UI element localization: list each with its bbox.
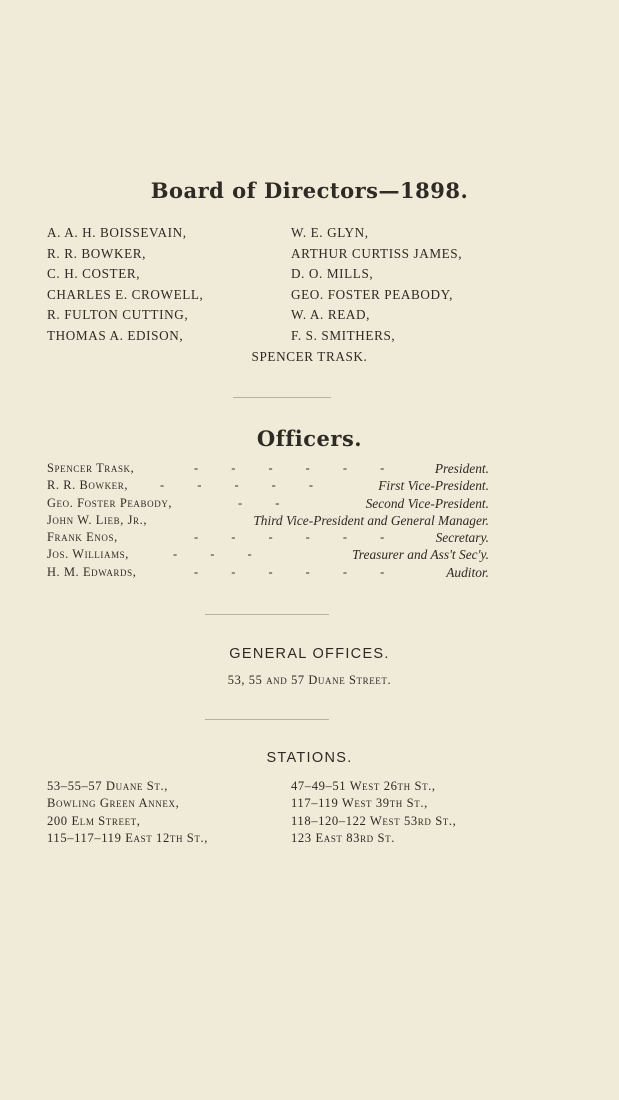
leader-dashes: - - - - - [160,478,314,493]
director-name: D. O. MILLS, [291,266,374,281]
director-name: R. R. BOWKER, [47,245,147,261]
stations-heading: STATIONS. [266,750,353,766]
director-name-last: SPENCER TRASK. [251,349,368,364]
officer-name: Geo. Foster Peabody, [47,495,173,510]
station-address: 115–117–119 East 12th St., [47,831,208,846]
leader-dashes: - - - - - - [194,461,385,475]
station-address: 118–120–122 West 53rd St., [291,813,457,828]
officer-title: President. [434,461,489,476]
divider [205,719,329,720]
general-offices-address: 53, 55 and 57 Duane Street. [227,673,392,687]
officer-name: Jos. Williams, [47,547,129,562]
station-address: 117–119 West 39th St., [291,796,428,811]
officer-title: First Vice-President. [378,478,489,494]
officer-title: Second Vice-President. [365,495,489,511]
station-address: 53–55–57 Duane St., [47,779,168,793]
officer-name: Spencer Trask, [47,461,135,475]
officer-row [47,565,489,582]
officer-name: R. R. Bowker, [47,478,129,493]
divider [205,614,329,615]
stations-list [47,778,507,848]
director-name: F. S. SMITHERS, [291,327,396,343]
officer-title: Auditor. [446,564,489,580]
officer-row [47,530,489,547]
officer-row [47,478,489,495]
leader-dashes: - - - - - - [194,564,385,579]
board-heading: Board of Directors—1898. [150,178,469,203]
director-name: GEO. FOSTER PEABODY, [291,286,453,302]
leader-dashes: - - [238,495,280,510]
station-address: 200 Elm Street, [47,813,141,828]
officer-row [47,461,489,478]
station-address: 123 East 83rd St. [291,831,395,846]
officer-name: Frank Enos, [47,530,118,545]
director-name: THOMAS A. EDISON, [47,327,184,343]
general-offices-heading: GENERAL OFFICES. [229,646,390,662]
officer-name: H. M. Edwards, [47,564,137,579]
station-address: Bowling Green Annex, [47,796,180,811]
leader-dashes: - - - - - - [194,530,385,545]
officer-row [47,513,489,530]
officer-name: John W. Lieb, Jr., [47,512,148,527]
director-name: W. E. GLYN, [291,225,369,240]
officer-row [47,496,489,513]
director-name: ARTHUR CURTISS JAMES, [291,245,463,261]
officers-list [47,461,489,582]
director-name: W. A. READ, [291,307,371,322]
officer-title: Third Vice-President and General Manager. [253,512,489,528]
officer-row [47,547,489,564]
directors-list [47,224,507,344]
officers-heading: Officers. [256,426,363,451]
director-name: CHARLES E. CROWELL, [47,286,204,302]
director-name: A. A. H. BOISSEVAIN, [47,225,187,240]
officer-title: Secretary. [435,530,489,546]
director-name: C. H. COSTER, [47,266,141,281]
officer-title: Treasurer and Ass't Sec'y. [352,547,489,563]
station-address: 47–49–51 West 26th St., [291,779,436,793]
director-name: R. FULTON CUTTING, [47,307,189,322]
divider [233,397,331,398]
leader-dashes: - - - [173,547,252,562]
